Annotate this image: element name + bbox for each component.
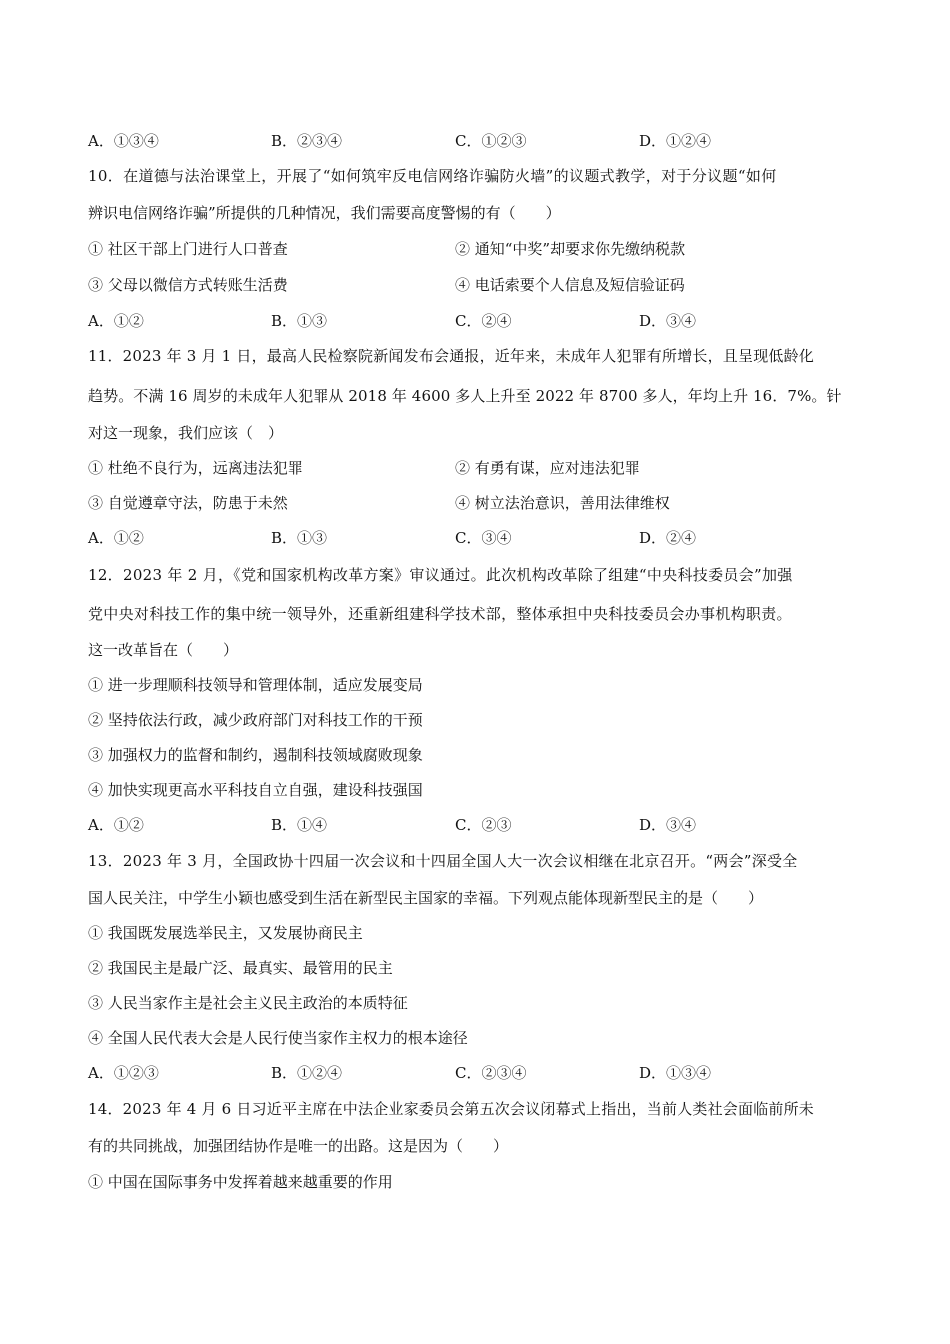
statement-item: ① 杜绝不良行为，远离违法犯罪 [88, 459, 303, 477]
answer-option-c[interactable]: C．②③④ [455, 1064, 527, 1082]
answer-option-a[interactable]: A．①② [88, 816, 144, 834]
answer-option-b[interactable]: B．②③④ [271, 132, 343, 150]
answer-option-c[interactable]: C．①②③ [455, 132, 527, 150]
answer-option-d[interactable]: D．①③④ [639, 1064, 712, 1082]
answer-option-d[interactable]: D．③④ [639, 312, 697, 330]
statement-item: ① 中国在国际事务中发挥着越来越重要的作用 [88, 1173, 393, 1191]
question-stem-line: 对这一现象，我们应该（ ） [88, 424, 284, 442]
answer-option-a[interactable]: A．①② [88, 529, 144, 547]
question-stem-line: 有的共同挑战，加强团结协作是唯一的出路。这是因为（ ） [88, 1137, 509, 1155]
answer-option-b[interactable]: B．①④ [271, 816, 328, 834]
answer-option-a[interactable]: A．①②③ [88, 1064, 159, 1082]
statement-item: ① 进一步理顺科技领导和管理体制，适应发展变局 [88, 676, 423, 694]
answer-option-c[interactable]: C．②③ [455, 816, 512, 834]
question-stem-line: 国人民关注，中学生小颖也感受到生活在新型民主国家的幸福。下列观点能体现新型民主的是（ ） [88, 889, 764, 907]
question-stem-line: 这一改革旨在（ ） [88, 641, 239, 659]
statement-item: ④ 加快实现更高水平科技自立自强，建设科技强国 [88, 781, 423, 799]
question-stem-line: 12．2023 年 2 月，《党和国家机构改革方案》审议通过。此次机构改革除了组建“中央科技委员会”加强 [88, 566, 793, 584]
statement-item: ④ 树立法治意识，善用法律维权 [455, 494, 670, 512]
answer-option-a[interactable]: A．①② [88, 312, 144, 330]
statement-item: ③ 父母以微信方式转账生活费 [88, 276, 288, 294]
statement-item: ② 通知“中奖”却要求你先缴纳税款 [455, 240, 686, 258]
statement-item: ② 坚持依法行政，减少政府部门对科技工作的干预 [88, 711, 423, 729]
statement-item: ④ 电话索要个人信息及短信验证码 [455, 276, 685, 294]
answer-option-c[interactable]: C．②④ [455, 312, 512, 330]
statement-item: ② 有勇有谋，应对违法犯罪 [455, 459, 640, 477]
answer-option-b[interactable]: B．①②④ [271, 1064, 343, 1082]
statement-item: ④ 全国人民代表大会是人民行使当家作主权力的根本途径 [88, 1029, 468, 1047]
statement-item: ③ 人民当家作主是社会主义民主政治的本质特征 [88, 994, 408, 1012]
question-stem-line: 趋势。不满 16 周岁的未成年人犯罪从 2018 年 4600 多人上升至 2022 年 8700 多人，年均上升 16．7%。针 [88, 387, 842, 405]
answer-option-b[interactable]: B．①③ [271, 529, 328, 547]
statement-item: ③ 加强权力的监督和制约，遏制科技领域腐败现象 [88, 746, 423, 764]
question-stem-line: 13．2023 年 3 月，全国政协十四届一次会议和十四届全国人大一次会议相继在北京召开。“两会”深受全 [88, 852, 798, 870]
answer-option-d[interactable]: D．③④ [639, 816, 697, 834]
answer-option-d[interactable]: D．②④ [639, 529, 697, 547]
statement-item: ② 我国民主是最广泛、最真实、最管用的民主 [88, 959, 393, 977]
question-stem-line: 10．在道德与法治课堂上，开展了“如何筑牢反电信网络诈骗防火墙”的议题式教学，对于分议题“如何 [88, 167, 777, 185]
answer-option-b[interactable]: B．①③ [271, 312, 328, 330]
question-stem-line: 14．2023 年 4 月 6 日习近平主席在中法企业家委员会第五次会议闭幕式上指出，当前人类社会面临前所未 [88, 1100, 814, 1118]
question-stem-line: 党中央对科技工作的集中统一领导外，还重新组建科学技术部，整体承担中央科技委员会办事机构职责。 [88, 605, 792, 623]
statement-item: ① 社区干部上门进行人口普查 [88, 240, 288, 258]
statement-item: ③ 自觉遵章守法，防患于未然 [88, 494, 288, 512]
answer-option-a[interactable]: A．①③④ [88, 132, 159, 150]
statement-item: ① 我国既发展选举民主，又发展协商民主 [88, 924, 363, 942]
answer-option-d[interactable]: D．①②④ [639, 132, 712, 150]
question-stem-line: 辨识电信网络诈骗”所提供的几种情况，我们需要高度警惕的有（ ） [88, 204, 561, 222]
question-stem-line: 11．2023 年 3 月 1 日，最高人民检察院新闻发布会通报，近年来，未成年人犯罪有所增长，且呈现低龄化 [88, 347, 814, 365]
answer-option-c[interactable]: C．③④ [455, 529, 512, 547]
